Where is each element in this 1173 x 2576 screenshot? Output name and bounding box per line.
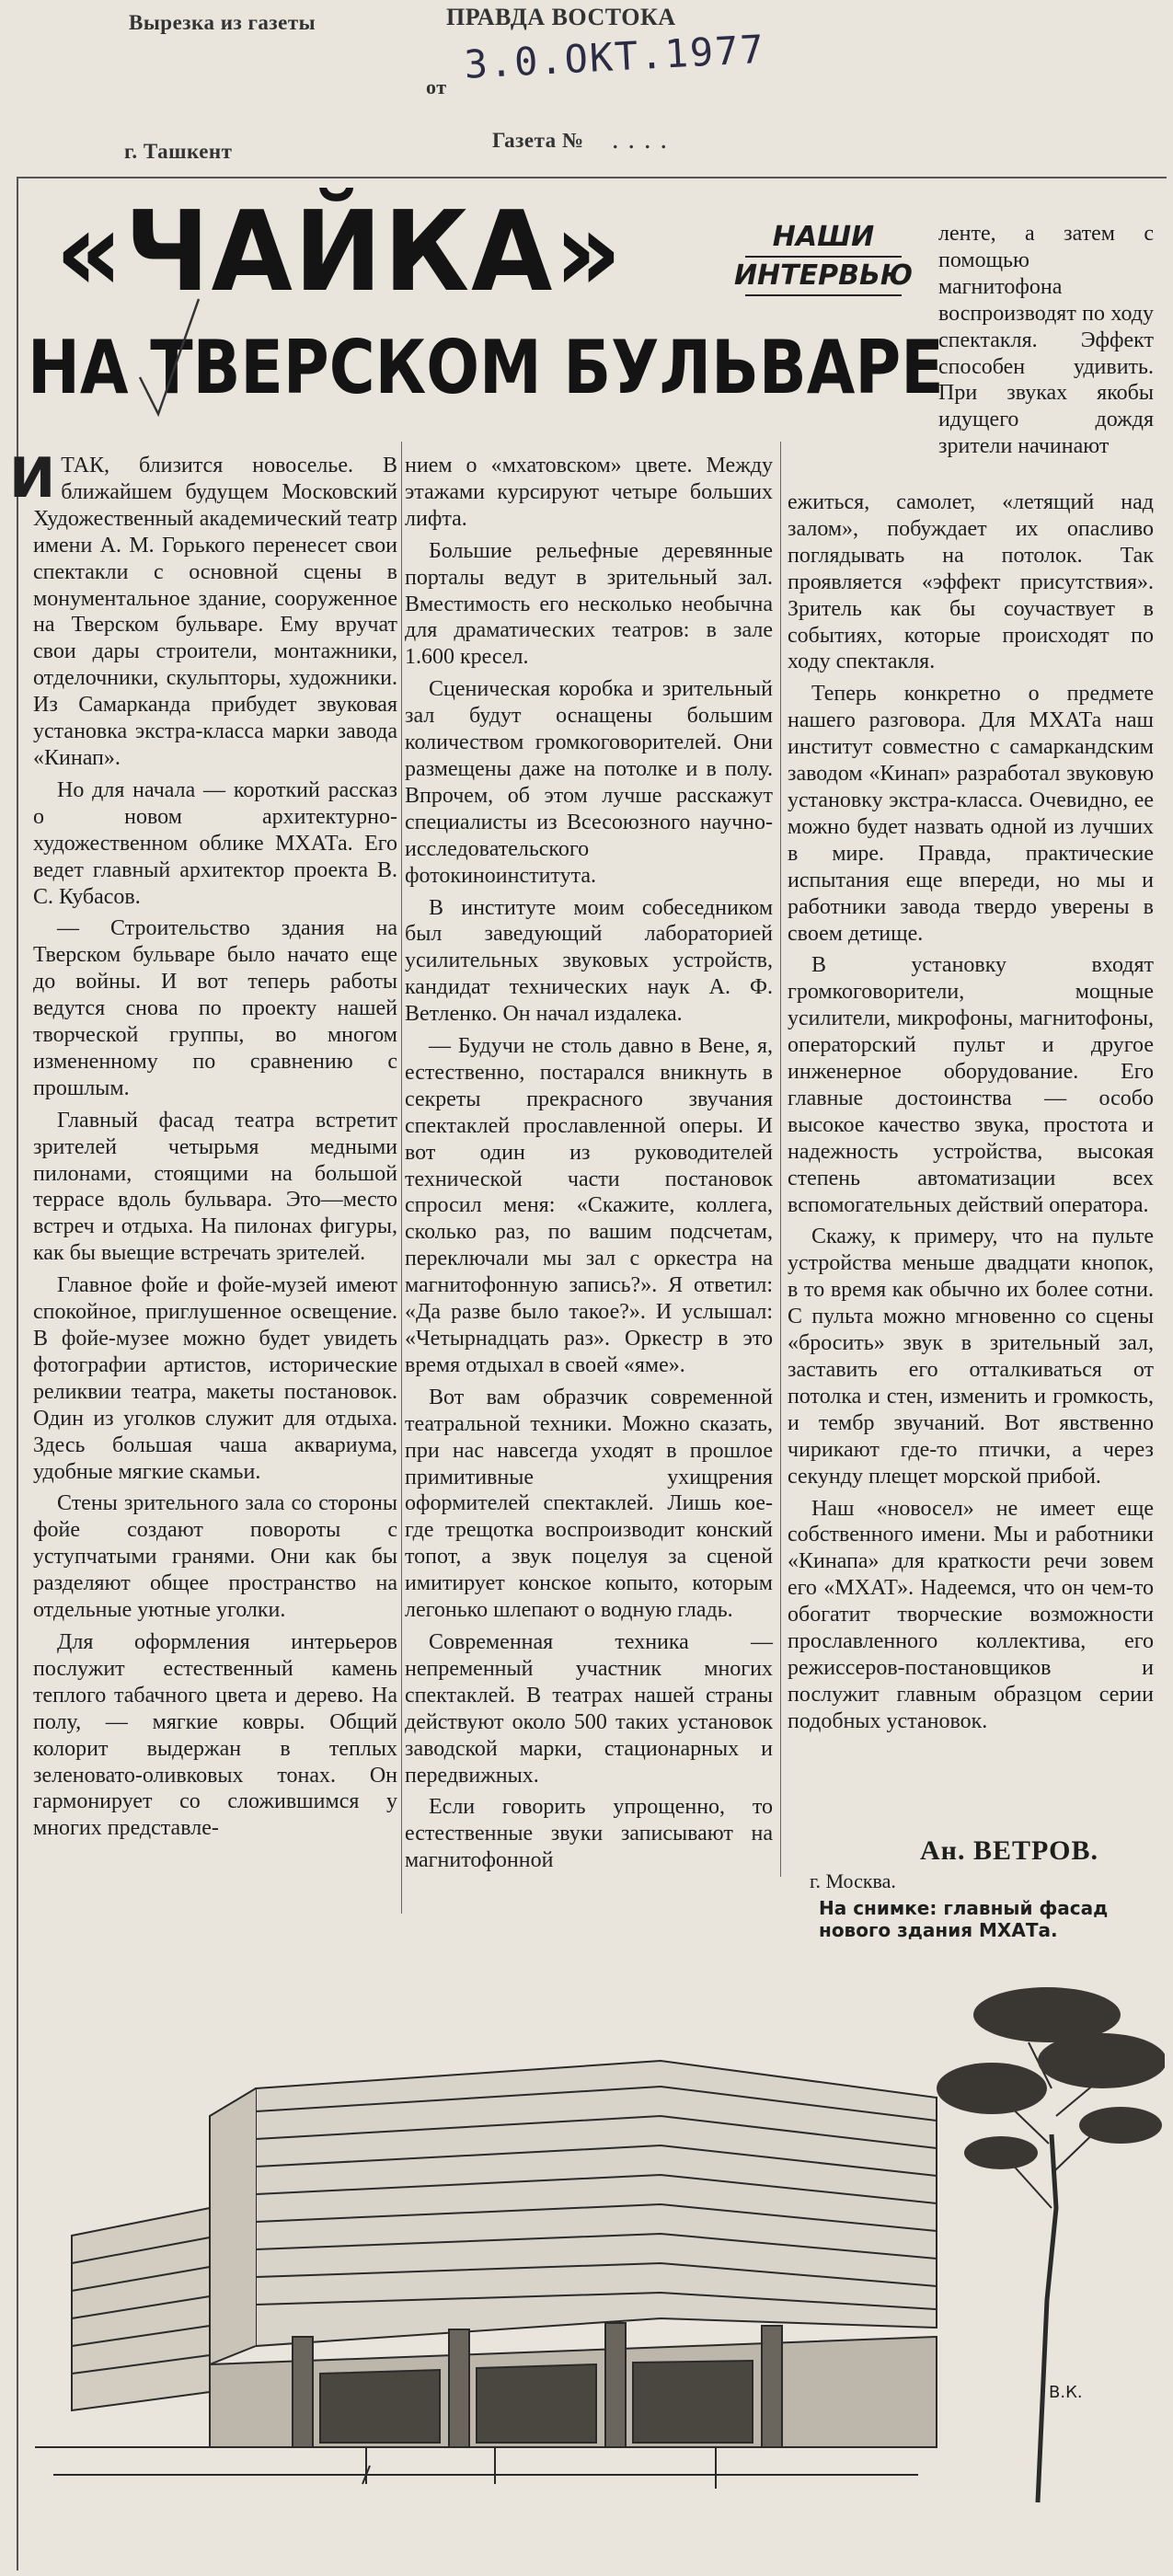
paragraph: ленте, а затем с помощью магнитофона воспроизводят по ходу спектакля. Эффект способен удивить. При звуках якобы идущего дождя зрители начинают (938, 222, 1154, 459)
rubric-rule (745, 294, 902, 296)
paragraph: Главное фойе и фойе-музей имеют спокойное, приглушенное освещение. В фойе-музее можно будет увидеть фотографии артистов, исторические реликвии театра, макеты постановок. Один из уголков служит для отдыха. Здесь большая чаша аквариума, удобные мягкие скамьи. (33, 1273, 397, 1484)
date-prefix: от (426, 75, 447, 98)
column-1 (9, 446, 397, 1842)
paragraph: Вот вам образчик современной театральной техники. Можно сказать, при нас навсегда уходят в прошлое примитивные ухищрения оформителей спектаклей. Лишь кое-где трещотка воспроизводит конский топот, а звук поцелуя за сценой имитирует конское копыто, которым легонько шлепают о водную гладь. (405, 1385, 773, 1623)
paragraph: В установку входят громкоговорители, мощные усилители, микрофоны, магнитофоны, операторский пульт и другое инженерное оборудование. Его главные достоинства — особо высокое качество звука, простота и надежность устройства, высокая степень автоматизации всех вспомогательных действий оператора. (788, 953, 1154, 1217)
paragraph: Большие рельефные деревянные порталы ведут в зрительный зал. Вместимость его несколько необычна для драматических театров: в зале 1.600 кресел. (405, 538, 773, 670)
date-stamp: 3.0.ОКТ.1977 (463, 26, 766, 87)
paragraph: — Будучи не столь давно в Вене, я, естественно, постарался вникнуть в секреты прекрасного звучания спектаклей прославленной оперы. И вот один из руководителей технической части постановок спросил меня: «Скажите, коллега, сколько раз, по вашим подсчетам, переключали мы зал с оркестра на магнитофонную запись?». Я ответил: «Да разве было такое?». И услышал: «Четырнадцать раз». Оркестр в это время отдыхал в своей «яме». (405, 1034, 773, 1377)
paragraph: ТАК, близится новоселье. В ближайшем будущем Московский Художественный академический театр имени А. М. Горького перенесет свои спектакли с основной сцены в монументальное здание, сооруженное на Тверском бульваре. Ему вручат свои дары строители, монтажники, отделочники, скульпторы, художники. Из Самарканда прибудет звуковая установка экстра-класса марки завода «Кинап». (33, 454, 397, 770)
pencil-check-mark (132, 290, 206, 419)
column-3-top (938, 221, 1154, 460)
column-divider (401, 442, 402, 1914)
issue-label: Газета № (492, 129, 584, 152)
rubric-line-1: НАШИ (772, 221, 875, 253)
clipping-label: Вырезка из газеты (129, 11, 316, 34)
paragraph: Главный фасад театра встретит зрителей четырьмя медными пилонами, стоящими на большой террасе вдоль бульвара. Это—место встреч и отдыха. На пилонах фигуры, как бы выещие встречать зрителей. (33, 1108, 397, 1266)
rubric-line-2: ИНТЕРВЬЮ (733, 259, 914, 292)
drop-cap: И (9, 446, 56, 511)
rubric-rule (745, 256, 902, 258)
paragraph: Теперь конкретно о предмете нашего разговора. Для МХАТа наш институт совместно с самаркандским заводом «Кинап» разработал звуковую установку экстра-класса. Очевидно, ее можно будет назвать одной из лучших в мире. Правда, практические испытания еще впереди, но мы и работники завода твердо уверены в своем детище. (788, 682, 1154, 946)
paragraph: Современная техника — непременный участник многих спектаклей. В театрах нашей страны действуют около 500 таких установок заводской марки, стационарных и передвижных. (405, 1629, 773, 1788)
paragraph: Скажу, к примеру, что на пульте устройства меньше двадцати кнопок, в то время как обычно их более сотни. С пульта можно мгновенно со сцены «бросить» звук в зрительный зал, заставить его отталкиваться от потолка и стен, изменить и громкость, и тембр звучаний. Вот явственно чирикают где-то птички, а через секунду плещет морской прибой. (788, 1225, 1154, 1489)
issue-dots: .... (612, 124, 676, 155)
newspaper-name: ПРАВДА ВОСТОКА (446, 4, 676, 30)
paragraph: ежиться, самолет, «летящий над залом», побуждает их опасливо поглядывать на потолок. Так проявляется «эффект присутствия». Зритель как бы соучаствует в событиях, которые происходят по ходу спектакля. (788, 490, 1154, 674)
mkhat-building-illustration (17, 1932, 1165, 2521)
paragraph: Стены зрительного зала со стороны фойе создают повороты с уступчатыми гранями. Они как бы разделяют общее пространство на отдельные уютные уголки. (33, 1491, 397, 1623)
rubric (718, 221, 929, 298)
column-divider (780, 442, 781, 1877)
column-2 (405, 453, 773, 1874)
paragraph: — Строительство здания на Тверском бульваре было начато еще до войны. И вот теперь работы ведутся снова по проекту нашей творческой группы, во многом измененному по сравнению с прошлым. (33, 916, 397, 1100)
author-city: г. Москва. (810, 1869, 896, 1892)
paragraph: Для оформления интерьеров послужит естественный камень теплого табачного цвета и дерево. На полу, — мягкие ковры. Общий колорит выдержан в теплых зеленовато-оливковых тонах. Он гармонирует со сложившимся у многих представле- (33, 1629, 397, 1841)
paragraph: нием о «мхатовском» цвете. Между этажами курсируют четыре больших лифта. (405, 454, 773, 531)
title-line-2: НА ТВЕРСКОМ БУЛЬВАРЕ (28, 325, 944, 410)
paragraph: Если говорить упрощенно, то естественные звуки записывают на магнитофонной (405, 1795, 773, 1873)
paragraph: Но для начала — короткий рассказ о новом архитектурно-художественном облике МХАТа. Его ведет главный архитектор проекта В. С. Кубасов. (33, 777, 397, 909)
city-label: г. Ташкент (124, 140, 233, 163)
illustrator-signature: В.К. (1049, 2383, 1083, 2402)
paragraph: Сценическая коробка и зрительный зал будут оснащены большим количеством громкоговорителей. Они размещены даже на потолке и в полу. Впрочем, об этом лучше расскажут специалисты из Всесоюзного научно-исследовательского фотокиноинститута. (405, 677, 773, 888)
author-signature: Ан. ВЕТРОВ. (920, 1835, 1098, 1866)
title-line-1: «ЧАЙКА» (55, 189, 624, 316)
photo-caption: На снимке: главный фасад нового здания МХАТа. (819, 1897, 1109, 1941)
paragraph: В институте моим собеседником был заведующий лабораторией усилительных звуковых устройств, кандидат технических наук А. Ф. Ветленко. Он начал издалека. (405, 895, 773, 1027)
column-3 (788, 489, 1154, 1735)
paragraph: Наш «новосел» не имеет еще собственного имени. Мы и работники «Кинапа» для краткости речи зовем его «МХАТ». Надеемся, что он чем-то обогатит творческие возможности прославленного коллектива, его режиссеров-постановщиков и послужит главным образцом серии подобных установок. (788, 1496, 1154, 1733)
